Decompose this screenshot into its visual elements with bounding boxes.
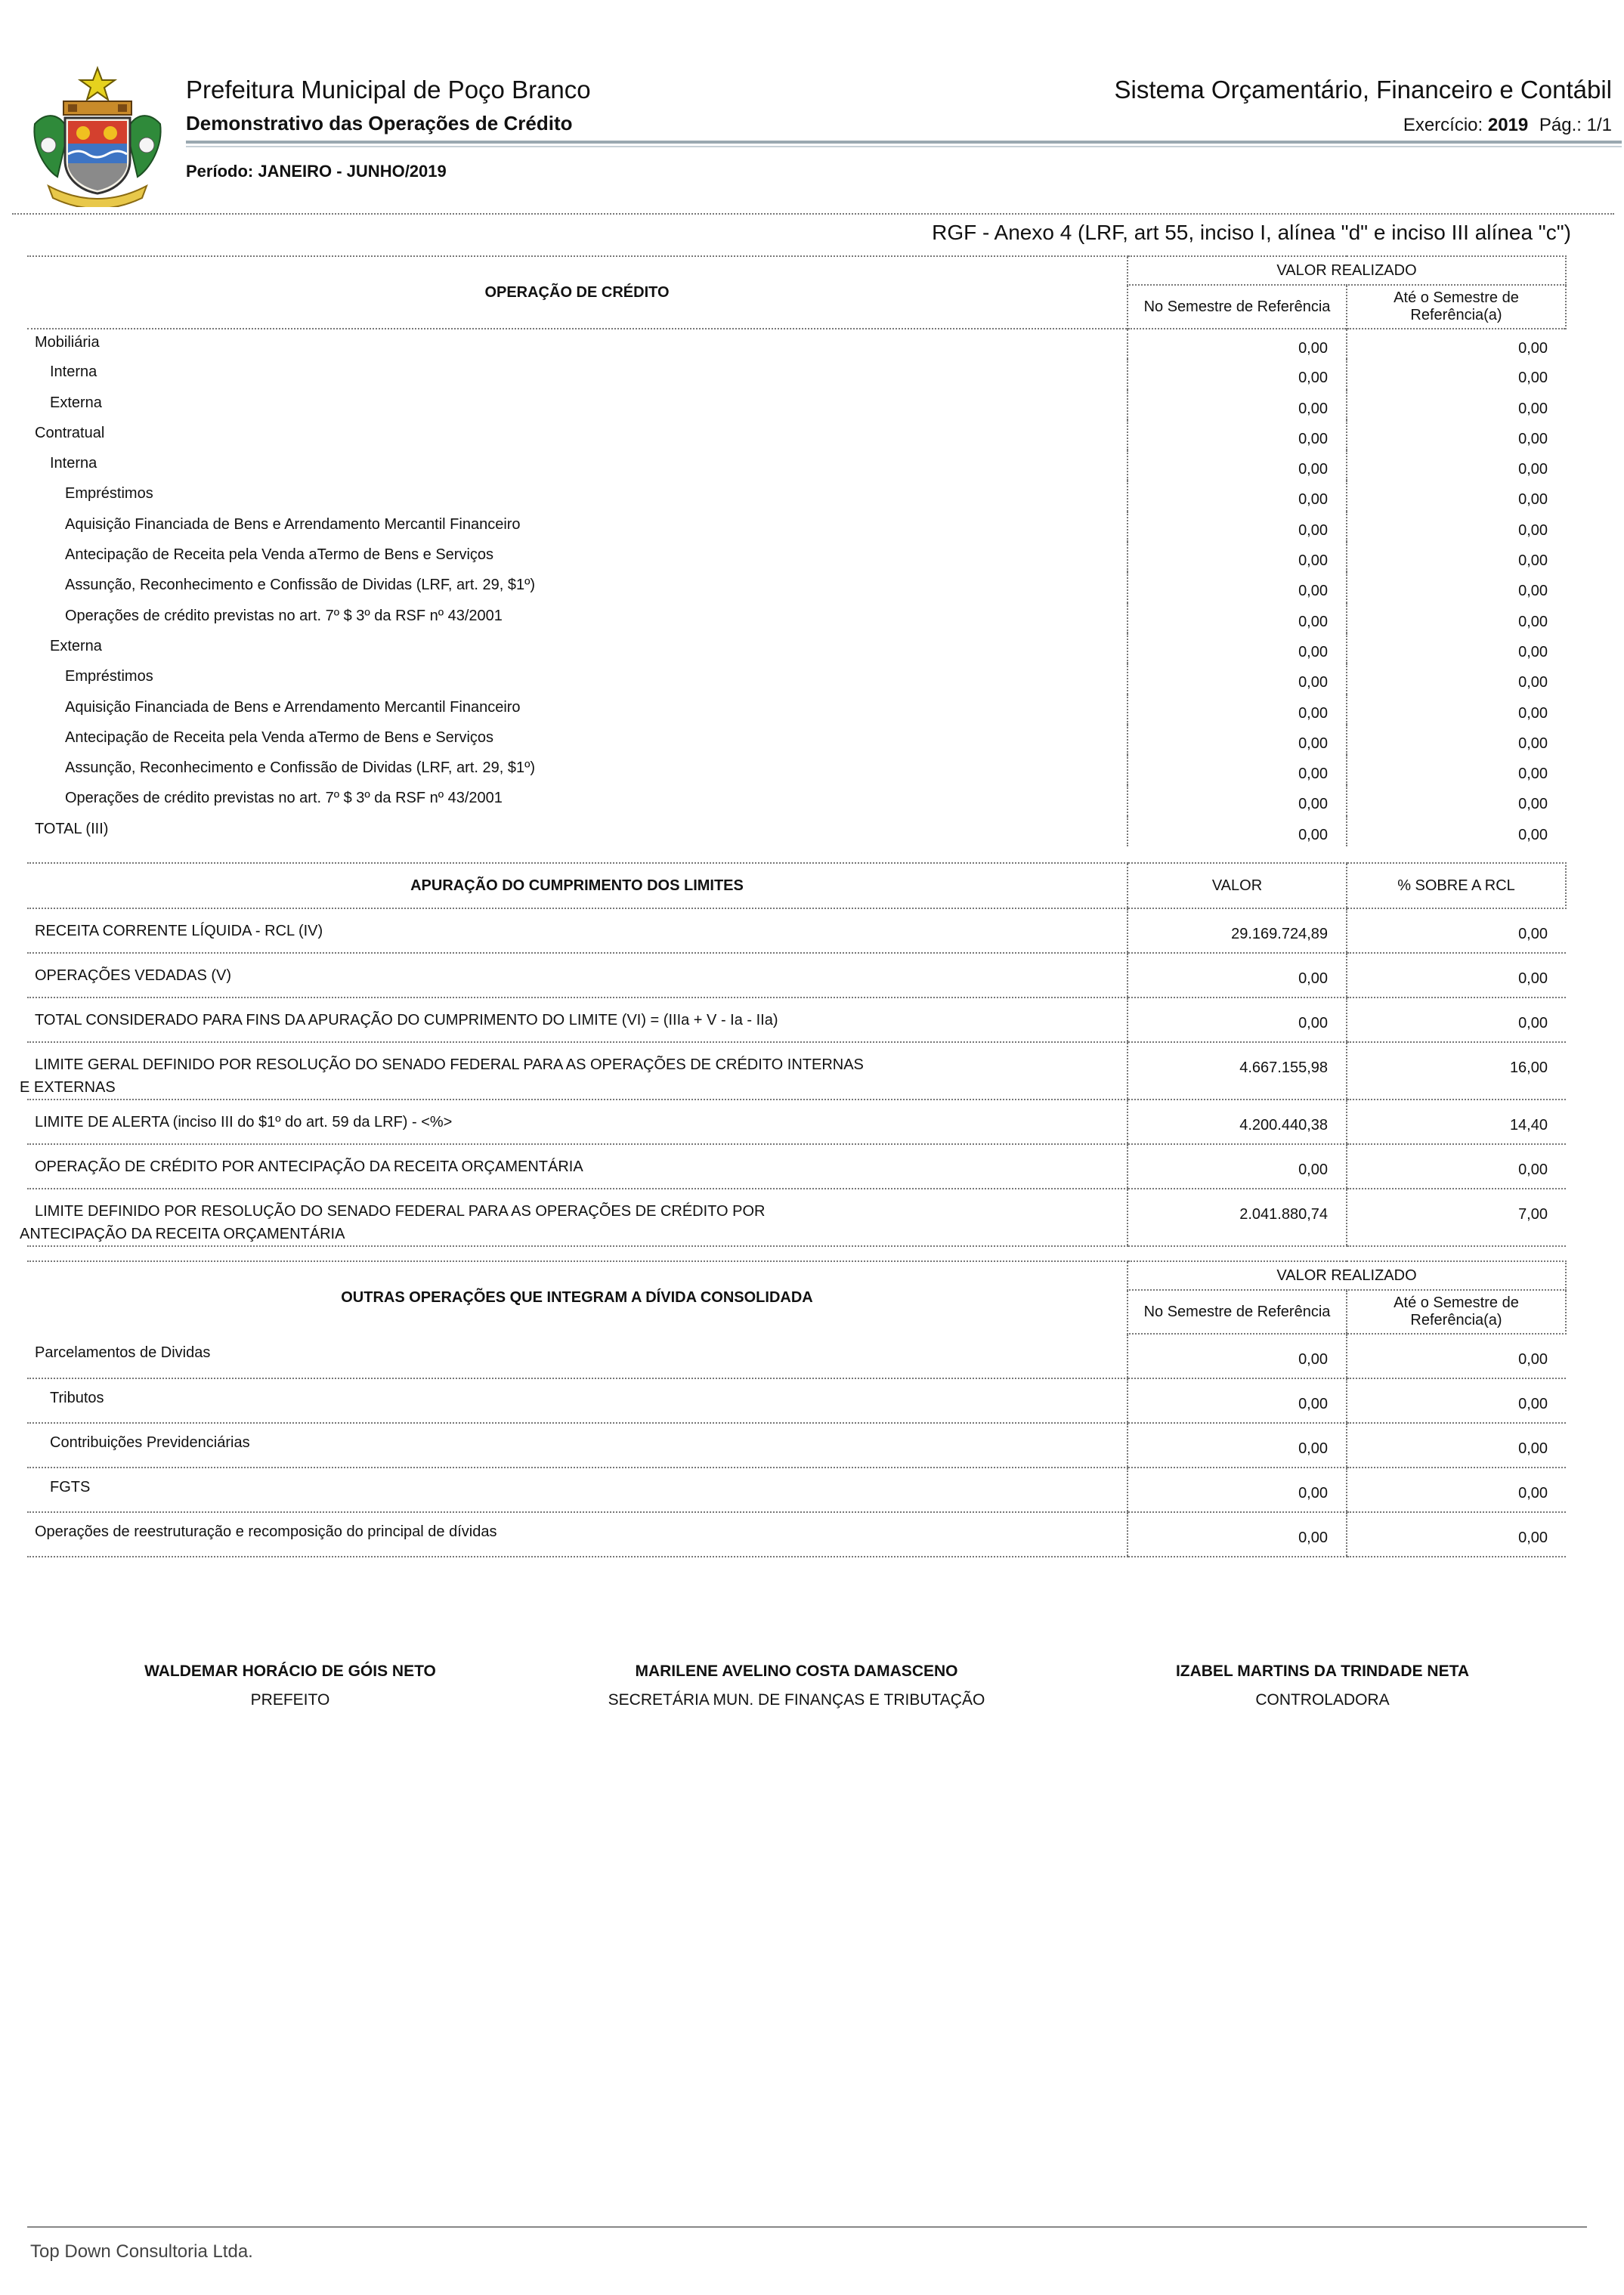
row-value-ate-semestre: 0,00 <box>1347 450 1566 481</box>
row-value-ate-semestre: 0,00 <box>1347 542 1566 572</box>
row-label: Externa <box>50 394 102 411</box>
system-name: Sistema Orçamentário, Financeiro e Contábil <box>1114 76 1612 104</box>
row-value-ate-semestre: 0,00 <box>1347 694 1566 725</box>
row-value-semestre: 0,00 <box>1128 816 1347 846</box>
row-label: Assunção, Reconhecimento e Confissão de Dividas (LRF, art. 29, $1º) <box>65 759 536 777</box>
row-value-ate-semestre: 0,00 <box>1347 572 1566 602</box>
row-percent-rcl: 0,00 <box>1347 908 1566 953</box>
table-row <box>27 816 1566 846</box>
row-label: Operações de crédito previstas no art. 7º $ 3º da RSF nº 43/2001 <box>65 790 503 807</box>
table-row <box>27 603 1566 633</box>
row-label <box>20 1042 1128 1100</box>
table-row <box>27 785 1566 815</box>
signature-role: SECRETÁRIA MUN. DE FINANÇAS E TRIBUTAÇÃO <box>608 1691 985 1709</box>
row-value-ate-semestre: 0,00 <box>1347 725 1566 755</box>
signature-name: WALDEMAR HORÁCIO DE GÓIS NETO <box>144 1662 436 1680</box>
row-percent-rcl: 16,00 <box>1347 1042 1566 1100</box>
row-value-semestre: 0,00 <box>1128 420 1347 450</box>
row-percent-rcl: 14,40 <box>1347 1100 1566 1144</box>
row-value-semestre: 0,00 <box>1128 1468 1347 1512</box>
row-value-semestre: 0,00 <box>1128 633 1347 663</box>
limits-table <box>20 862 1567 1247</box>
row-value-ate-semestre: 0,00 <box>1347 1378 1566 1423</box>
row-label: Empréstimos <box>65 485 153 503</box>
row-label <box>27 953 1128 997</box>
row-value-semestre: 0,00 <box>1128 603 1347 633</box>
row-label: Antecipação de Receita pela Venda aTermo de Bens e Serviços <box>65 546 494 564</box>
row-label <box>27 1144 1128 1189</box>
table-row <box>27 908 1566 953</box>
row-label-text: TOTAL CONSIDERADO PARA FINS DA APURAÇÃO DO CUMPRIMENTO DO LIMITE (VI) = (IIIa + V - Ia - IIa) <box>35 1012 778 1028</box>
row-value-ate-semestre: 0,00 <box>1347 785 1566 815</box>
table-row <box>27 1100 1566 1144</box>
row-value-semestre: 0,00 <box>1128 663 1347 694</box>
row-label: FGTS <box>27 1468 1128 1512</box>
table-row <box>27 1334 1566 1378</box>
signature-role: CONTROLADORA <box>1255 1691 1390 1709</box>
row-label: Tributos <box>27 1378 1128 1423</box>
row-label: Operações de reestruturação e recomposição do principal de dívidas <box>27 1512 1128 1557</box>
signature-role: PREFEITO <box>250 1691 330 1709</box>
table-row <box>27 450 1566 481</box>
period-label: Período: JANEIRO - JUNHO/2019 <box>186 162 447 181</box>
row-value-ate-semestre: 0,00 <box>1347 663 1566 694</box>
row-value-semestre: 0,00 <box>1128 725 1347 755</box>
row-label: Antecipação de Receita pela Venda aTermo de Bens e Serviços <box>65 728 494 746</box>
credit-operations-heading: OPERAÇÃO DE CRÉDITO <box>27 256 1128 329</box>
table-row <box>27 1189 1566 1246</box>
row-value-ate-semestre: 0,00 <box>1347 1468 1566 1512</box>
row-label: Operações de crédito previstas no art. 7º $ 3º da RSF nº 43/2001 <box>65 607 503 624</box>
row-label: Interna <box>50 455 97 472</box>
table-row <box>27 572 1566 602</box>
row-value-ate-semestre: 0,00 <box>1347 755 1566 785</box>
other-operations-table <box>27 1260 1567 1557</box>
header-divider <box>186 141 1622 144</box>
col-semestre-header: No Semestre de Referência <box>1128 285 1347 329</box>
col-ate-semestre-header: Até o Semestre de Referência(a) <box>1347 285 1566 329</box>
valor-realizado-header-2: VALOR REALIZADO <box>1128 1261 1566 1290</box>
row-value-ate-semestre: 0,00 <box>1347 1334 1566 1378</box>
row-value-ate-semestre: 0,00 <box>1347 512 1566 542</box>
row-value-ate-semestre: 0,00 <box>1347 816 1566 846</box>
row-label-text: OPERAÇÃO DE CRÉDITO POR ANTECIPAÇÃO DA RECEITA ORÇAMENTÁRIA <box>35 1158 583 1175</box>
row-value-semestre: 0,00 <box>1128 1512 1347 1557</box>
row-label <box>27 1100 1128 1144</box>
row-label-text: LIMITE GERAL DEFINIDO POR RESOLUÇÃO DO SENADO FEDERAL PARA AS OPERAÇÕES DE CRÉDITO INTERNAS <box>35 1056 864 1073</box>
row-value-semestre: 0,00 <box>1128 572 1347 602</box>
limits-heading: APURAÇÃO DO CUMPRIMENTO DOS LIMITES <box>27 863 1128 908</box>
row-value-semestre: 0,00 <box>1128 755 1347 785</box>
exercise-year: 2019 <box>1487 115 1529 135</box>
row-value-semestre: 0,00 <box>1128 694 1347 725</box>
row-value-semestre: 0,00 <box>1128 1423 1347 1468</box>
table-row <box>27 481 1566 511</box>
table-row <box>27 420 1566 450</box>
table-row <box>27 725 1566 755</box>
exercise-page-info <box>1403 115 1612 136</box>
row-label: Parcelamentos de Dividas <box>27 1334 1128 1378</box>
page-number: Pág.: 1/1 <box>1539 115 1612 135</box>
row-value-ate-semestre: 0,00 <box>1347 603 1566 633</box>
row-percent-rcl: 0,00 <box>1347 997 1566 1042</box>
table-row <box>27 1423 1566 1468</box>
row-value: 4.667.155,98 <box>1128 1042 1347 1100</box>
row-label-text: RECEITA CORRENTE LÍQUIDA - RCL (IV) <box>35 923 323 939</box>
signature-block-secretaria <box>562 1662 1031 1709</box>
signature-block-prefeito <box>56 1662 524 1709</box>
row-label: Contratual <box>35 424 105 441</box>
row-label: Mobiliária <box>27 329 1128 359</box>
col-percent-rcl-header: % SOBRE A RCL <box>1347 863 1566 908</box>
footer-company: Top Down Consultoria Ltda. <box>30 2241 253 2262</box>
table-row <box>27 390 1566 420</box>
table-row <box>27 1378 1566 1423</box>
row-value: 0,00 <box>1128 997 1347 1042</box>
table-row <box>27 755 1566 785</box>
row-value-semestre: 0,00 <box>1128 329 1347 359</box>
col-ate-semestre-header-2: Até o Semestre de Referência(a) <box>1347 1290 1566 1334</box>
table-row <box>27 1468 1566 1512</box>
row-label <box>27 908 1128 953</box>
table-row <box>27 329 1566 359</box>
table-row <box>27 1144 1566 1189</box>
table-row <box>27 359 1566 389</box>
report-subtitle: Demonstrativo das Operações de Crédito <box>186 112 573 135</box>
row-value-semestre: 0,00 <box>1128 1334 1347 1378</box>
footer-divider <box>27 2226 1587 2228</box>
page-title: Prefeitura Municipal de Poço Branco <box>186 76 591 104</box>
row-value-ate-semestre: 0,00 <box>1347 420 1566 450</box>
coat-of-arms-logo <box>18 63 177 207</box>
row-label-continuation: ANTECIPAÇÃO DA RECEITA ORÇAMENTÁRIA <box>20 1226 345 1242</box>
row-value-semestre: 0,00 <box>1128 512 1347 542</box>
row-label <box>27 997 1128 1042</box>
row-label-text: OPERAÇÕES VEDADAS (V) <box>35 967 232 984</box>
row-value: 0,00 <box>1128 1144 1347 1189</box>
table-row <box>27 663 1566 694</box>
col-semestre-header-2: No Semestre de Referência <box>1128 1290 1347 1334</box>
rgf-annex-title: RGF - Anexo 4 (LRF, art 55, inciso I, alínea "d" e inciso III alínea "c") <box>932 221 1571 244</box>
row-value: 2.041.880,74 <box>1128 1189 1347 1246</box>
row-value: 29.169.724,89 <box>1128 908 1347 953</box>
row-value-semestre: 0,00 <box>1128 1378 1347 1423</box>
row-value-semestre: 0,00 <box>1128 785 1347 815</box>
header-divider-thin <box>186 146 1622 147</box>
exercise-label: Exercício: <box>1403 115 1483 135</box>
row-value-semestre: 0,00 <box>1128 542 1347 572</box>
table-row <box>27 1042 1566 1100</box>
row-label: Empréstimos <box>65 668 153 685</box>
row-value-ate-semestre: 0,00 <box>1347 1423 1566 1468</box>
signature-block-controladora <box>1088 1662 1557 1709</box>
row-value-ate-semestre: 0,00 <box>1347 481 1566 511</box>
table-row <box>27 1512 1566 1557</box>
row-percent-rcl: 0,00 <box>1347 953 1566 997</box>
table-row <box>27 512 1566 542</box>
table-row <box>27 953 1566 997</box>
row-value-ate-semestre: 0,00 <box>1347 329 1566 359</box>
row-percent-rcl: 0,00 <box>1347 1144 1566 1189</box>
credit-operations-table <box>27 255 1567 846</box>
row-label-text: LIMITE DEFINIDO POR RESOLUÇÃO DO SENADO FEDERAL PARA AS OPERAÇÕES DE CRÉDITO POR <box>35 1203 766 1220</box>
row-value-ate-semestre: 0,00 <box>1347 1512 1566 1557</box>
table-row <box>27 997 1566 1042</box>
row-value-semestre: 0,00 <box>1128 450 1347 481</box>
table-row <box>27 633 1566 663</box>
signature-name: MARILENE AVELINO COSTA DAMASCENO <box>635 1662 958 1680</box>
row-label: Contribuições Previdenciárias <box>27 1423 1128 1468</box>
header-dotted-rule <box>12 213 1614 215</box>
table-row <box>27 694 1566 725</box>
row-percent-rcl: 7,00 <box>1347 1189 1566 1246</box>
table-row <box>27 542 1566 572</box>
signature-name: IZABEL MARTINS DA TRINDADE NETA <box>1175 1662 1470 1680</box>
row-value-semestre: 0,00 <box>1128 359 1347 389</box>
row-value-ate-semestre: 0,00 <box>1347 390 1566 420</box>
row-label: TOTAL (III) <box>35 820 109 837</box>
row-label: Externa <box>50 637 102 654</box>
row-label-continuation: E EXTERNAS <box>20 1079 116 1096</box>
row-value-ate-semestre: 0,00 <box>1347 359 1566 389</box>
row-value: 0,00 <box>1128 953 1347 997</box>
valor-realizado-header: VALOR REALIZADO <box>1128 256 1566 285</box>
row-value-semestre: 0,00 <box>1128 390 1347 420</box>
row-label: Assunção, Reconhecimento e Confissão de Dividas (LRF, art. 29, $1º) <box>65 577 536 594</box>
col-valor-header: VALOR <box>1128 863 1347 908</box>
row-label: Aquisição Financiada de Bens e Arrendamento Mercantil Financeiro <box>65 515 521 533</box>
row-label-text: LIMITE DE ALERTA (inciso III do $1º do art. 59 da LRF) - <%> <box>35 1114 453 1130</box>
other-operations-heading: OUTRAS OPERAÇÕES QUE INTEGRAM A DÍVIDA CONSOLIDADA <box>27 1261 1128 1334</box>
row-value: 4.200.440,38 <box>1128 1100 1347 1144</box>
row-label: Aquisição Financiada de Bens e Arrendamento Mercantil Financeiro <box>65 698 521 716</box>
row-value-semestre: 0,00 <box>1128 481 1347 511</box>
row-label <box>20 1189 1128 1246</box>
row-label: Interna <box>50 363 97 381</box>
row-value-ate-semestre: 0,00 <box>1347 633 1566 663</box>
